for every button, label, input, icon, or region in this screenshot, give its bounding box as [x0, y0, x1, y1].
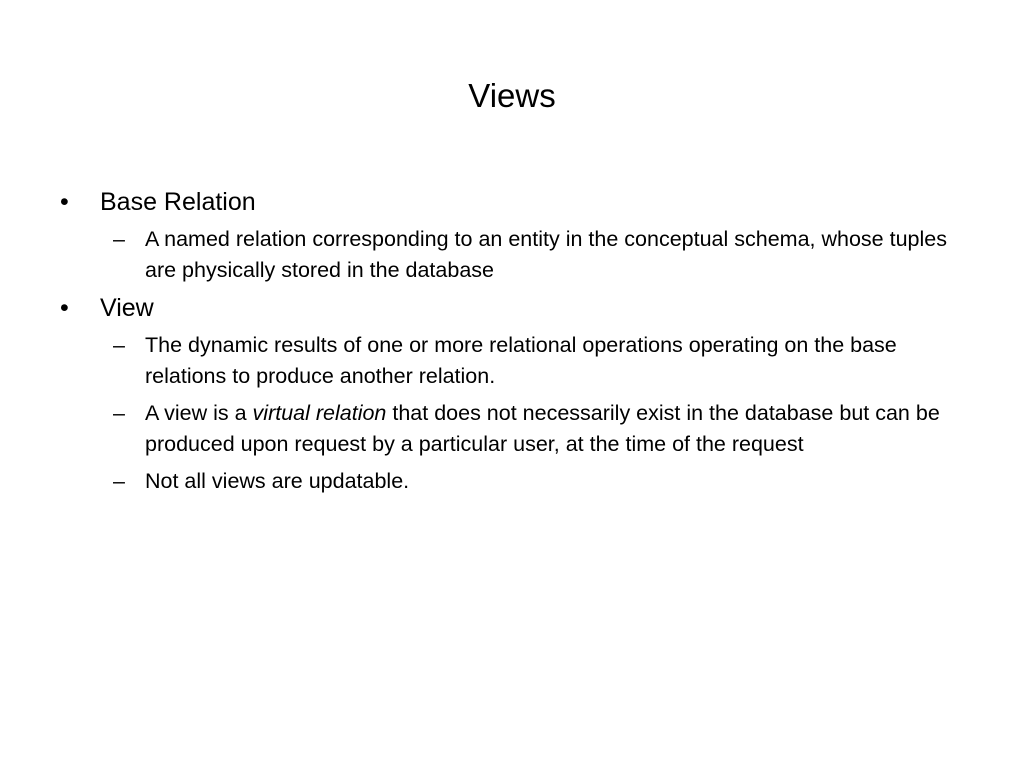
- sub-item: [100, 398, 965, 460]
- sub-list: [56, 330, 976, 497]
- slide-body: [56, 186, 976, 503]
- sub-item-text: The dynamic results of one or more relational operations operating on the base relations to produce another relation.: [145, 333, 897, 388]
- bullet-label: View: [100, 294, 154, 322]
- slide-title: Views: [468, 77, 556, 114]
- sub-list: [56, 224, 976, 286]
- sub-item-text-post: that does not necessarily exist in the database but can be produced upon request by a particular user, at the time of the request: [145, 401, 940, 456]
- dash-marker: –: [113, 333, 125, 357]
- dash-marker: –: [113, 401, 125, 425]
- bullet-marker: •: [60, 188, 69, 216]
- bullet-item: [56, 292, 976, 324]
- sub-item-text: Not all views are updatable.: [145, 469, 410, 493]
- bullet-marker: •: [60, 294, 69, 322]
- dash-marker: –: [113, 227, 125, 251]
- sub-item-text: [145, 401, 940, 456]
- bullet-label: Base Relation: [100, 188, 256, 216]
- sub-item: [100, 330, 965, 392]
- sub-item: [100, 224, 965, 286]
- bullet-item: [56, 186, 976, 218]
- sub-item: [100, 466, 965, 497]
- sub-item-text: A named relation corresponding to an entity in the conceptual schema, whose tuples are physically stored in the database: [145, 227, 947, 282]
- dash-marker: –: [113, 469, 125, 493]
- sub-item-text-pre: A view is a: [145, 401, 253, 425]
- sub-item-emphasis: virtual relation: [252, 401, 387, 425]
